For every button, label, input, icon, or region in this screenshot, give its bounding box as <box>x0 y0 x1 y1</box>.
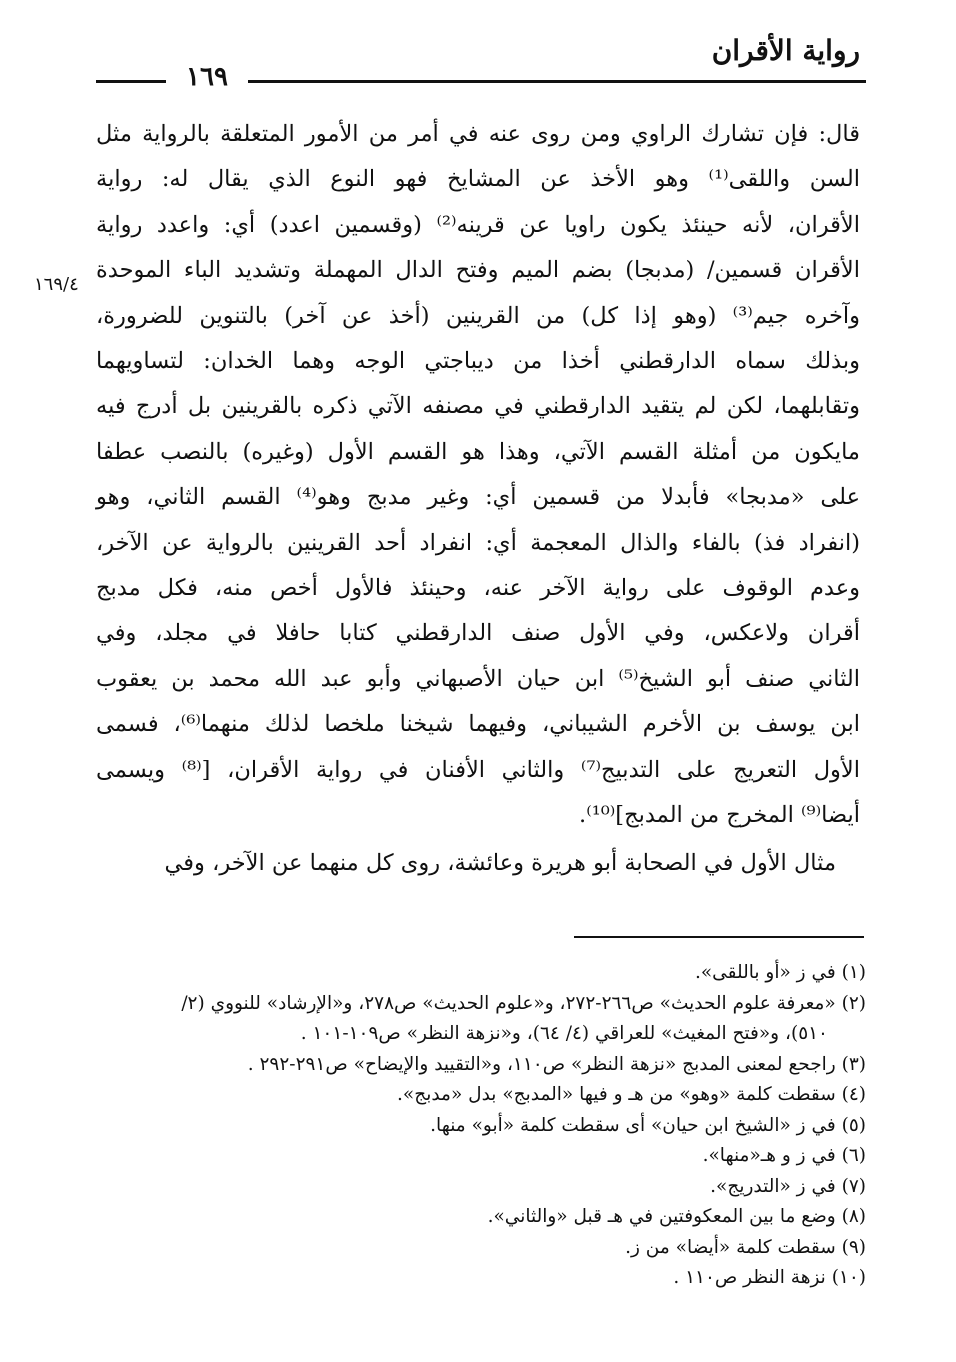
text-line: وعدم الوقوف على رواية الآخر عنه، وحينئذ فالأول أخص منه، فكل مدبج <box>96 575 860 602</box>
footnote-text: (٧) في ز «التدريج». <box>710 1175 866 1197</box>
text-line: أيضا⁽⁹⁾ المخرج من المدبج]⁽¹⁰⁾. <box>579 802 860 829</box>
footnote <box>96 1080 866 1111</box>
header-rule-left <box>96 80 166 83</box>
header-rule-right <box>248 80 866 83</box>
footnote-separator <box>574 936 864 938</box>
text-line: الثاني صنف أبو الشيخ⁽⁵⁾ ابن حيان الأصبهاني وأبو عبد الله محمد بن يعقوب <box>96 665 860 692</box>
footnote <box>96 1111 866 1142</box>
footnote-text: (٤) سقطت كلمة «وهو» من هـ و فيها «المدبج» بدل «مدبج». <box>397 1084 866 1105</box>
text-line: السن واللقى⁽¹⁾ وهو الأخذ عن المشايخ فهو النوع الذي يقال له: رواية <box>96 166 860 193</box>
running-title: رواية الأقران <box>711 34 860 67</box>
footnote <box>96 1202 866 1233</box>
text-line: وبذلك سماه الدارقطني أخذا من ديباجتي الوجه وهما الخدان: لتساويهما <box>96 348 860 375</box>
text-line: الأقران، لأنه حينئذ يكون راويا عن قرينه⁽²⁾ (وقسمين اعدد) أي: واعدد رواية <box>96 211 860 238</box>
footnote <box>96 958 866 989</box>
text-line: (انفراد فذ) بالفاء والذال المعجمة أي: انفراد أحد القرينين بالرواية عن الآخر، <box>96 529 860 556</box>
second-paragraph: مثال الأول في الصحابة أبو هريرة وعائشة، روى كل منهما عن الآخر، وفي <box>164 849 836 876</box>
text-line: على «مدبجا» فأبدلا من قسمين أي: وغير مدبج وهو⁽⁴⁾ القسم الثاني، وهو <box>96 484 860 511</box>
text-line: أقران ولاعكس، وفي الأول صنف الدارقطني كتابا حافلا في مجلد، وفي <box>96 620 860 647</box>
footnote <box>96 1141 866 1172</box>
footnote-text: (٥) في ز «الشيخ ابن حيان» أى سقطت كلمة «أبو» منها. <box>430 1114 866 1136</box>
footnote <box>96 1050 866 1081</box>
text-line: الأقران قسمين/ (مدبجا) بضم الميم وفتح الدال المهملة وتشديد الباء الموحدة <box>96 257 860 284</box>
footnote-continuation: ٥١٠)، و«فتح المغيث» للعراقي (٤/ ٦٤)، و«نزهة النظر» ص١٠٩-١٠١ . <box>300 1023 828 1044</box>
text-line: قال: فإن تشارك الراوي ومن روى عنه في أمر من الأمور المتعلقة بالرواية مثل <box>96 121 860 147</box>
footnotes <box>96 958 866 1294</box>
text-line: وتقابلهما، لكن لم يتقيد الدارقطني في مصنفه الآتي ذكره بالقرينين بل أدرج فيه <box>96 393 860 420</box>
footnote-text: (٦) في ز و هـ«منها». <box>702 1145 866 1166</box>
footnote <box>96 1172 866 1203</box>
footnote-text: (٢) «معرفة علوم الحديث» ص٢٦٦-٢٧٢، و«علوم الحديث» ص٢٧٨، و«الإرشاد» للنووي (٢/ <box>181 992 866 1014</box>
page-number: ١٦٩ <box>186 62 228 92</box>
main-text <box>96 112 860 886</box>
footnote-text: (٩) سقطت كلمة «أيضا» من ز. <box>625 1236 866 1258</box>
footnote <box>96 1263 866 1294</box>
text-line: الأول التعريج على التدبيج⁽⁷⁾ والثاني الأفنان في رواية الأقران، [⁽⁸⁾ ويسمى <box>96 756 861 783</box>
footnote-text: (١٠) نزهة النظر ص١١٠ . <box>673 1267 866 1288</box>
text-line: ابن يوسف بن الأخرم الشيباني، وفيهما شيخنا ملخصا لذلك منهما⁽⁶⁾، فسمى <box>96 711 861 738</box>
footnote-text: (٨) وضع ما بين المعكوفتين في هـ قبل «والثاني». <box>487 1206 866 1227</box>
text-line: وآخره جيم⁽³⁾ (وهو إذا كل) من القرينين (أخذ عن آخر) بالتنوين للضرورة، <box>96 302 860 329</box>
footnote-text: (١) في ز «أو باللقى». <box>694 962 866 983</box>
margin-page-reference: ١٦٩/٤ <box>34 274 79 295</box>
footnote <box>96 989 866 1050</box>
main-paragraph <box>96 112 860 839</box>
text-line: مايكون من أمثلة القسم الآتي، وهذا هو القسم الأول (وغيره) بالنصب عطفا <box>96 438 860 465</box>
footnote <box>96 1233 866 1264</box>
footnote-text: (٣) راجحع لمعنى المدبج «نزهة النظر» ص١١٠، و«التقييد والإيضاح» ص٢٩١-٢٩٢ . <box>247 1053 866 1075</box>
